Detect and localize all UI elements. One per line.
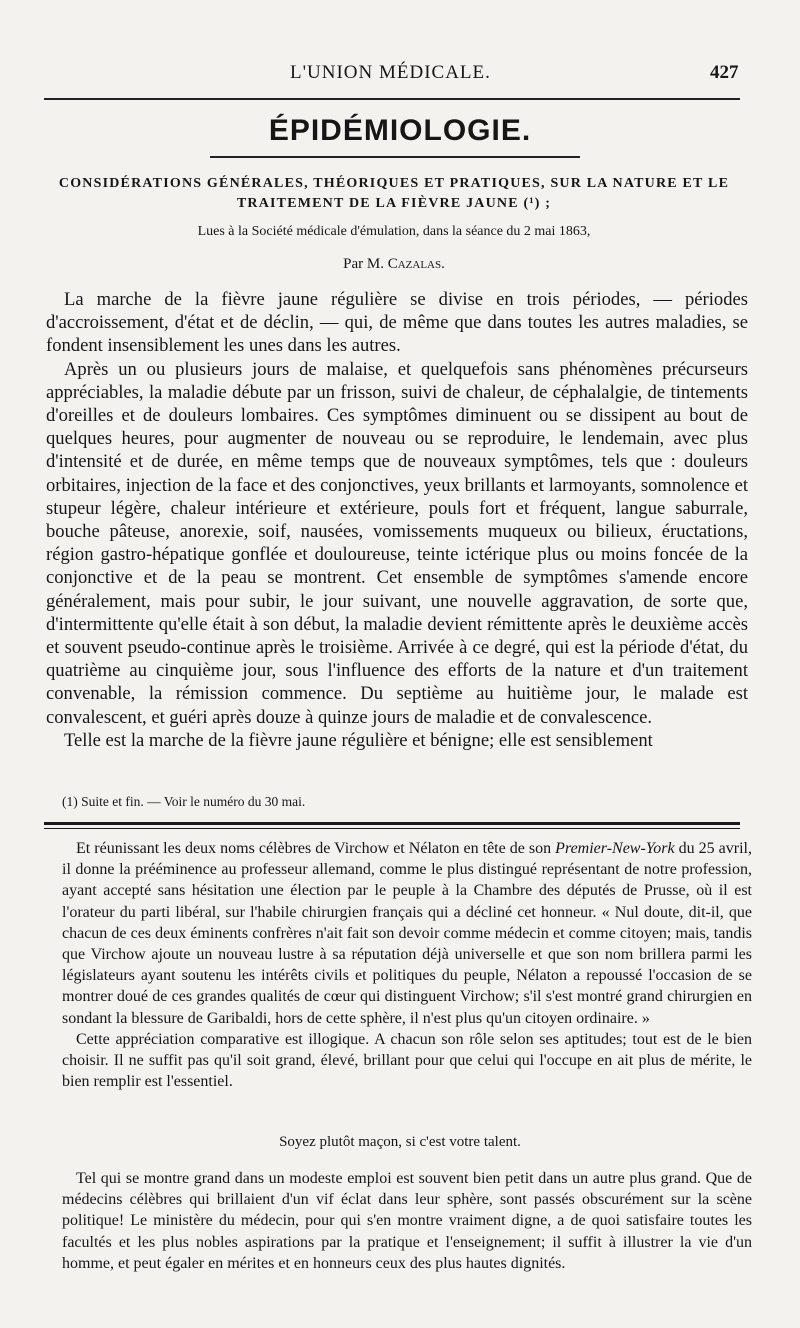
newspaper-name: Premier-New-York (555, 840, 675, 857)
section-title-underline (210, 156, 580, 158)
journal-title: L'UNION MÉDICALE. (290, 62, 491, 83)
running-head (0, 62, 800, 88)
author-name: Cazalas. (387, 256, 445, 272)
article-subtitle: Lues à la Société médicale d'émulation, dans la séance du 2 mai 1863, (197, 224, 591, 239)
article-paragraph: Après un ou plusieurs jours de malaise, et quelquefois sans phénomènes précurseurs appréciables, la maladie débute par un frisson, suivi de chaleur, de céphalalgie, de tintements d'oreilles et de douleurs lombaires. Ces symptômes diminuent ou se dissipent au bout de quelques heures, pour augmenter de nouveau ou se reproduire, le lendemain, avec plus d'intensité et de durée, en même temps que de nouveaux symptômes, tels que : douleurs orbitaires, injection de la face et des conjonctives, yeux brillants et larmoyants, somnolence et stupeur légère, chaleur intérieure et extérieure, pouls fort et fréquent, langue saburrale, bouche pâteuse, anorexie, soif, nausées, vomissements muqueux ou bilieux, éructations, région gastro-hépatique gonflée et douloureuse, teinte ictérique plus ou moins foncée de la conjonctive et de la peau se montrent. Cet ensemble de symptômes s'amende encore généralement, mais pour subir, le jour suivant, une nouvelle aggravation, de sorte que, d'intermittente qu'elle était à son début, la maladie devient rémittente après le deuxième accès et souvent pseudo-continue après le troisième. Arrivée à ce degré, qui est la période d'état, du quatrième au cinquième jour, sous l'influence des efforts de la nature et d'un traitement convenable, la rémission commence. Du septième au huitième jour, le malade est convalescent, et guéri après douze à quinze jours de maladie et de convalescence. (46, 358, 748, 728)
feuilleton-p1-rest: du 25 avril, il donne la prééminence au professeur allemand, comme le plus distingué représentant de notre profession, ayant accepté sans hésitation une élection par le peuple à la Chambre des députés de Prusse, où il est l'orateur du parti libéral, sur l'habile chirurgien français qui a décliné cet honneur. « Nul doute, dit-il, que chacun de ces deux éminents confrères n'ait fait son devoir comme médecin et comme citoyen; mais, tandis que Virchow ajoute un nouveau lustre à sa réputation déjà universelle et que son nom brillera parmi les législateurs ayant soutenu les intérêts civils et politiques du peuple, Nélaton a repoussé l'occasion de se montrer doué de ces grandes qualités de cœur qui distinguent Virchow; s'il s'est montré grand chirurgien en sondant la blessure de Garibaldi, hors de cette sphère, il n'est plus qu'un citoyen ordinaire. » (62, 840, 752, 1027)
feuilleton-body-continued (62, 1168, 752, 1274)
header-rule (44, 98, 740, 100)
feuilleton-rule-thin (44, 828, 740, 829)
article-author (44, 256, 744, 273)
feuilleton-body (62, 838, 752, 1092)
verse-quote: Soyez plutôt maçon, si c'est votre talent. (279, 1134, 521, 1150)
article-title-line-2: TRAITEMENT DE LA FIÈVRE JAUNE (¹) ; (236, 196, 552, 211)
article-body (46, 288, 748, 752)
article-paragraph: Telle est la marche de la fièvre jaune régulière et bénigne; elle est sensiblement (64, 729, 653, 751)
feuilleton-paragraph (62, 838, 752, 1029)
feuilleton-p1-start: Et réunissant les deux noms célèbres de Virchow et Nélaton en tête de son (76, 840, 556, 857)
feuilleton-paragraph: Cette appréciation comparative est illogique. A chacun son rôle selon ses aptitudes; tout est de le bien choisir. Il ne suffit pas qu'il soit grand, élevé, brillant pour que celui qui l'occupe en ait plus de mérite, le bien remplir est l'essentiel. (62, 1030, 752, 1091)
article-title (44, 174, 744, 214)
page-number: 427 (710, 62, 739, 83)
feuilleton-rule-thick (44, 822, 740, 825)
article-title-line-1: CONSIDÉRATIONS GÉNÉRALES, THÉORIQUES ET PRATIQUES, SUR LA NATURE ET LE (58, 176, 730, 191)
author-prefix: Par M. (343, 256, 384, 272)
section-title: ÉPIDÉMIOLOGIE. (268, 114, 532, 147)
footnote: (1) Suite et fin. — Voir le numéro du 30 mai. (62, 794, 306, 809)
feuilleton-paragraph: Tel qui se montre grand dans un modeste emploi est souvent bien petit dans un autre plus grand. Que de médecins célèbres qui brillaient d'un vif éclat dans leur sphère, sont passés obscurément sur la scène politique! Le ministère du médecin, pour qui s'en montre vraiment digne, a de quoi satisfaire toutes les facultés et les plus nobles aspirations par la pratique et l'enseignement; il suffit à illustrer la vie d'un homme, et peut égaler en mérites et en honneurs ceux des plus hautes dignités. (62, 1170, 752, 1272)
article-paragraph: La marche de la fièvre jaune régulière se divise en trois périodes, — périodes d'accroissement, d'état et de déclin, — qui, de même que dans toutes les autres maladies, se fondent insensiblement les unes dans les autres. (46, 289, 748, 357)
